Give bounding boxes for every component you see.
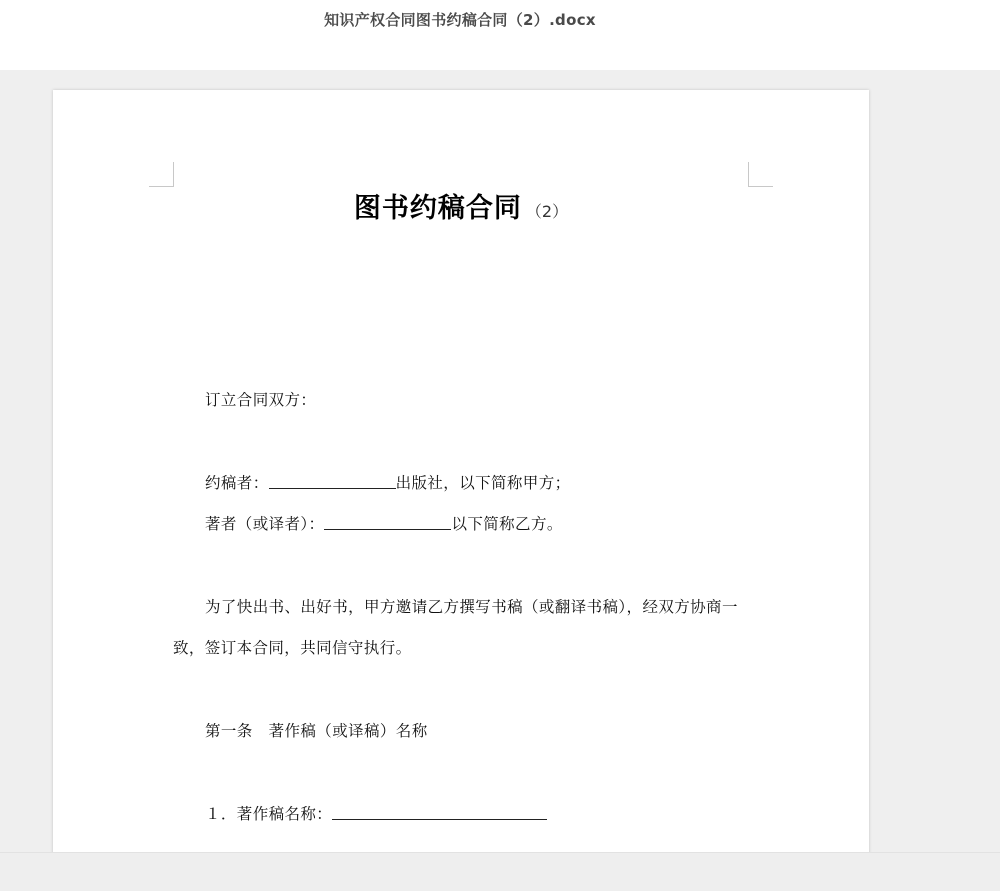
item-1-label: １．著作稿名称： bbox=[205, 805, 333, 823]
party-a-label: 约稿者： bbox=[205, 474, 269, 492]
party-a-suffix: 出版社，以下简称甲方； bbox=[395, 474, 571, 492]
item-1-blank bbox=[332, 805, 547, 820]
party-b-line bbox=[205, 512, 563, 534]
document-page[interactable] bbox=[53, 90, 869, 852]
party-a-line bbox=[205, 471, 571, 493]
party-b-suffix: 以下简称乙方。 bbox=[451, 515, 563, 533]
margin-corner-top-left bbox=[149, 162, 174, 187]
preamble-line-2: 致，签订本合同，共同信守执行。 bbox=[173, 639, 412, 657]
party-a-blank bbox=[269, 474, 396, 489]
document-title: 知识产权合同图书约稿合同（2）.docx bbox=[324, 11, 596, 29]
party-b-label: 著者（或译者）： bbox=[205, 515, 325, 533]
article-1-title: 第一条 著作稿（或译稿）名称 bbox=[205, 722, 428, 740]
party-b-blank bbox=[324, 515, 451, 530]
parties-intro: 订立合同双方： bbox=[205, 391, 317, 409]
heading-main-text: 图书约稿合同 bbox=[353, 193, 522, 224]
contract-heading bbox=[53, 186, 869, 225]
article-1-item-1 bbox=[205, 802, 547, 824]
status-bar bbox=[0, 852, 1000, 891]
preamble-line-1: 为了快出书、出好书，甲方邀请乙方撰写书稿（或翻译书稿），经双方协商一 bbox=[205, 598, 738, 616]
document-viewport[interactable] bbox=[0, 70, 1000, 852]
margin-corner-top-right bbox=[748, 162, 773, 187]
heading-sub-text: （2） bbox=[525, 202, 569, 221]
title-bar bbox=[0, 0, 1000, 70]
